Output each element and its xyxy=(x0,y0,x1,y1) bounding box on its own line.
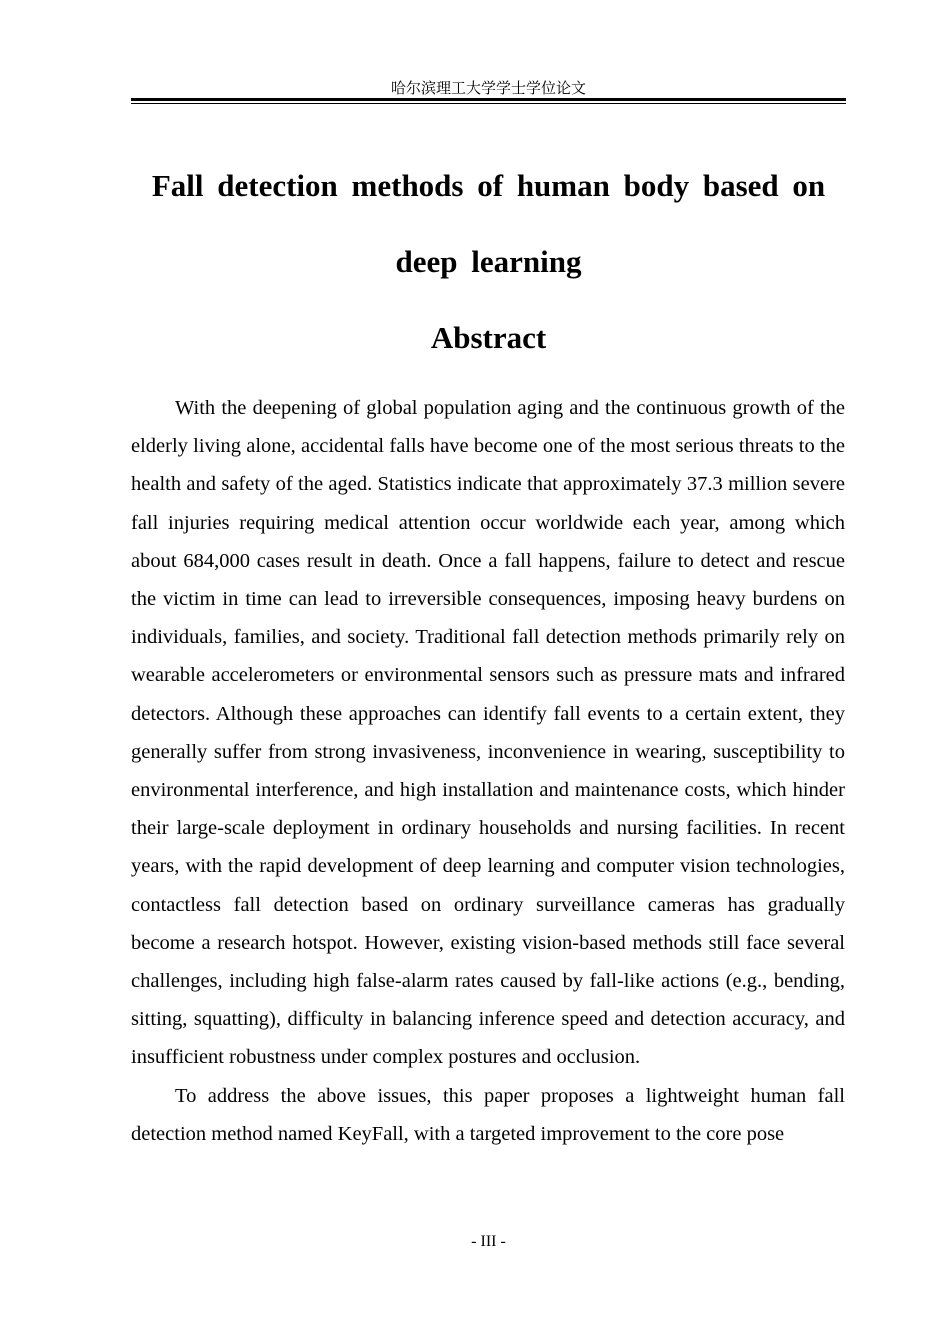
header-rule xyxy=(131,98,846,101)
abstract-body xyxy=(131,389,845,1153)
page-number: - III - xyxy=(471,1233,506,1250)
running-header: 哈尔滨理工大学学士学位论文 xyxy=(390,79,586,97)
abstract-paragraph: To address the above issues, this paper proposes a lightweight human fall detection method named KeyFall, with a targeted improvement to the core pose xyxy=(131,1084,845,1145)
abstract-heading: Abstract xyxy=(430,320,547,355)
abstract-paragraph: With the deepening of global population aging and the continuous growth of the elderly living alone, accidental falls have become one of the most serious threats to the health and safety of the aged. Statistics indicate that approximately 37.3 million severe fall injuries requiring medical attention occur worldwide each year, among which about 684,000 cases result in death. Once a fall happens, failure to detect and rescue the victim in time can lead to irreversible consequences, imposing heavy burdens on individuals, families, and society. Traditional fall detection methods primarily rely on wearable accelerometers or environmental sensors such as pressure mats and infrared detectors. Although these approaches can identify fall events to a certain extent, they generally suffer from strong invasiveness, inconvenience in wearing, susceptibility to environmental interference, and high installation and maintenance costs, which hinder their large-scale deployment in ordinary households and nursing facilities. In recent years, with the rapid development of deep learning and computer vision technologies, contactless fall detection based on ordinary surveillance cameras has gradually become a research hotspot. However, existing vision-based methods still face several challenges, including high false-alarm rates caused by fall-like actions (e.g., bending, sitting, squatting), difficulty in balancing inference speed and detection accuracy, and insufficient robustness under complex postures and occlusion. xyxy=(131,397,845,1069)
thesis-title: Fall detection methods of human body based on deep learning xyxy=(151,168,826,279)
header-rule-thin xyxy=(131,103,846,104)
